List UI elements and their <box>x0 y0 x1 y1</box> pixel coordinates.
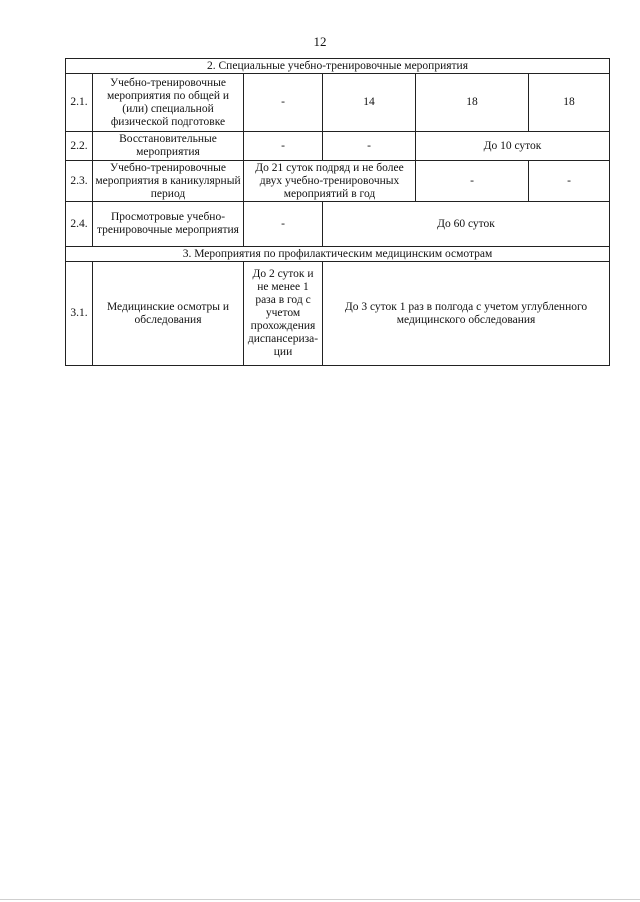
row-number: 2.3. <box>66 161 93 202</box>
row-number: 2.2. <box>66 132 93 161</box>
merged-cell-value: До 21 суток подряд и не более двух учебно-тренировочных мероприятий в год <box>244 161 416 202</box>
scan-edge-line <box>0 899 640 900</box>
row-number: 2.1. <box>66 74 93 132</box>
cell-value: - <box>323 132 416 161</box>
merged-cell-value: До 60 суток <box>323 202 610 247</box>
table-row <box>66 132 610 161</box>
event-name: Медицинские осмотры и обследования <box>93 262 244 366</box>
event-name: Учебно-тренировочные мероприятия в каникулярный период <box>93 161 244 202</box>
row-number: 2.4. <box>66 202 93 247</box>
table-row <box>66 161 610 202</box>
cell-value: - <box>244 132 323 161</box>
merged-cell-value: До 10 суток <box>416 132 610 161</box>
merged-cell-value: До 3 суток 1 раз в полгода с учетом углубленного медицинского обследования <box>323 262 610 366</box>
event-name: Просмотровые учебно-тренировочные мероприятия <box>93 202 244 247</box>
table-row <box>66 262 610 366</box>
cell-value: - <box>244 202 323 247</box>
cell-value: 14 <box>323 74 416 132</box>
table-row <box>66 74 610 132</box>
table-row <box>66 202 610 247</box>
event-name: Восстановительные мероприятия <box>93 132 244 161</box>
events-table <box>65 58 610 366</box>
event-name: Учебно-тренировочные мероприятия по общей и (или) специальной физической подготовке <box>93 74 244 132</box>
section-title: 2. Специальные учебно-тренировочные мероприятия <box>66 59 610 74</box>
section-title: 3. Мероприятия по профилактическим медицинским осмотрам <box>66 247 610 262</box>
cell-value: - <box>529 161 610 202</box>
cell-value: 18 <box>416 74 529 132</box>
section-header-row <box>66 247 610 262</box>
cell-value: - <box>416 161 529 202</box>
cell-value: - <box>244 74 323 132</box>
page-number: 12 <box>313 34 327 49</box>
cell-value: 18 <box>529 74 610 132</box>
row-number: 3.1. <box>66 262 93 366</box>
cell-value: До 2 суток и не менее 1 раза в год с учетом прохождения диспансериза-ции <box>244 262 323 366</box>
section-header-row <box>66 59 610 74</box>
